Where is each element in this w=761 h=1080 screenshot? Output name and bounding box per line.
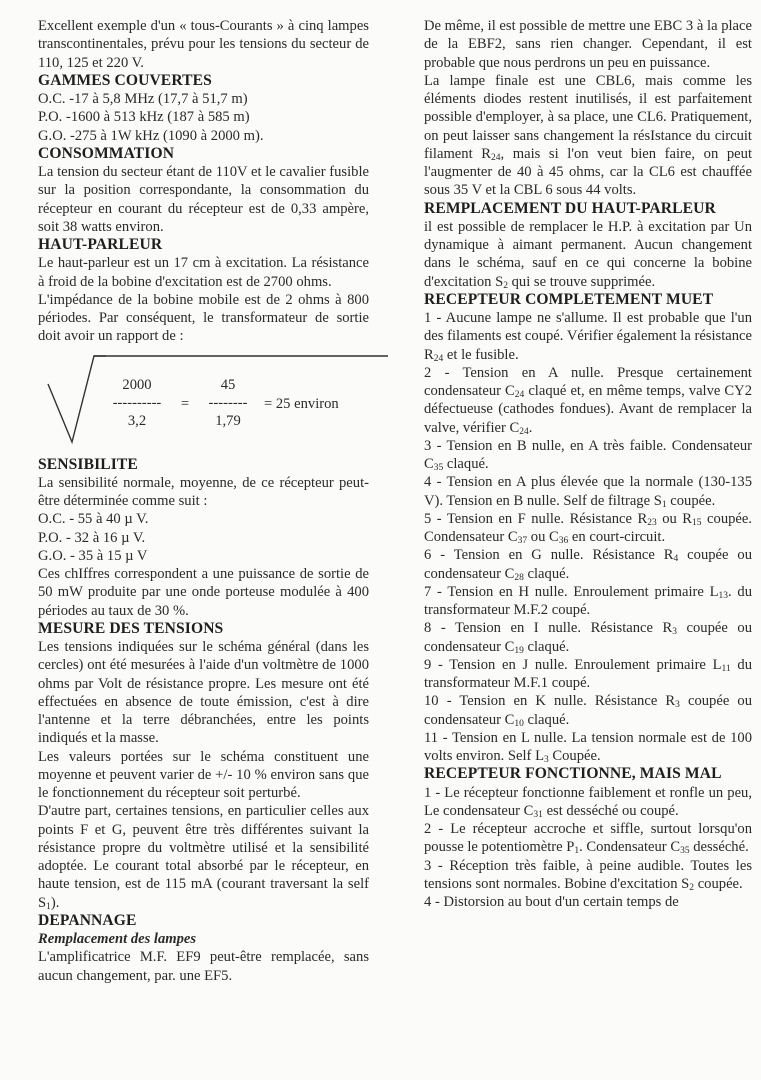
text-run: L'amplificatrice M.F. EF9 peut-être remplacée, sans aucun changement, par. une EF5. <box>38 949 369 984</box>
text-run: claqué. <box>523 638 570 655</box>
text-run: . <box>528 419 533 436</box>
subscript: 36 <box>558 536 569 546</box>
text-run: MESURE DES TENSIONS <box>38 619 224 637</box>
section-heading <box>38 456 369 474</box>
text-run: du transformateur M.F.1 coupé. <box>424 656 752 691</box>
section-heading <box>38 620 369 638</box>
denominator-1: 3,2 <box>127 412 147 429</box>
subscript: 24 <box>519 426 529 437</box>
paragraph <box>38 474 369 511</box>
subsection-heading <box>38 930 369 948</box>
paragraph <box>38 291 369 346</box>
paragraph <box>38 17 369 72</box>
text-run: coupée. <box>666 492 716 509</box>
text-run: HAUT-PARLEUR <box>38 236 163 253</box>
section-heading <box>38 72 369 90</box>
text-run: claqué. <box>443 456 489 472</box>
paragraph <box>424 364 752 437</box>
section-heading <box>38 912 369 930</box>
subscript: 37 <box>517 536 528 546</box>
text-run: coupée. <box>694 875 743 892</box>
subscript: 35 <box>433 463 444 473</box>
paragraph <box>424 820 752 857</box>
text-run: 7 - Tension en H nulle. Enroulement primaire L <box>424 583 719 600</box>
text-run: O.C. -17 à 5,8 MHz (17,7 à 51,7 m) <box>38 91 248 107</box>
text-run: 1 - Aucune lampe ne s'allume. Il est probable que l'un des filaments est coupé. Vérifier également la résistance R <box>424 310 752 363</box>
formula-result: = 25 environ <box>264 395 339 412</box>
text-run: 10 - Tension en K nulle. Résistance R <box>424 693 676 710</box>
paragraph <box>424 692 752 729</box>
text-run: ou R <box>656 510 693 527</box>
subscript: 24 <box>490 152 501 163</box>
subscript: 15 <box>692 517 702 528</box>
text-run: 2 - Le récepteur accroche et siffle, surtout lorsqu'on pousse le potentiomètre P <box>424 821 752 856</box>
text-run: en court-circuit. <box>568 529 666 545</box>
text-line <box>38 108 369 126</box>
subscript: 4 <box>673 554 679 565</box>
paragraph <box>424 583 752 620</box>
subscript: 1 <box>574 846 580 857</box>
denominator-2: 1,79 <box>215 412 241 429</box>
text-run: coupée ou condensateur C <box>424 693 752 728</box>
paragraph <box>424 619 752 656</box>
section-heading <box>424 200 752 218</box>
fraction-bar-2: -------- <box>208 394 248 411</box>
paragraph <box>424 72 752 200</box>
paragraph <box>38 948 369 985</box>
text-run: P.O. -1600 à 513 kHz (187 à 585 m) <box>38 109 250 126</box>
paragraph <box>424 656 752 693</box>
text-run: Le haut-parleur est un 17 cm à excitation. La résistance à froid de la bobine d'excitation est de 2700 ohms. <box>38 255 369 290</box>
text-run: L'impédance de la bobine mobile est de 2 ohms à 800 périodes. Par conséquent, le transformateur de sortie doit avoir un rapport de : <box>38 291 369 345</box>
paragraph <box>38 638 369 748</box>
text-line <box>38 127 369 145</box>
transformer-ratio-formula <box>38 350 369 450</box>
paragraph <box>424 784 752 821</box>
text-run: et le fusible. <box>443 346 519 363</box>
text-run: 1 - Le récepteur fonctionne faiblement et ronfle un peu, Le condensateur C <box>424 784 752 819</box>
text-line <box>38 90 369 108</box>
text-run: La sensibilité normale, moyenne, de ce récepteur peut-être déterminée comme suit : <box>38 474 369 509</box>
subscript: 24 <box>514 390 525 400</box>
text-run: GAMMES COUVERTES <box>38 71 212 89</box>
text-run: coupée ou condensateur C <box>424 547 752 582</box>
text-run: 2 - Tension en A nulle. Presque certainement condensateur C <box>424 364 752 399</box>
subscript: 10 <box>514 718 524 729</box>
text-run: 9 - Tension en J nulle. Enroulement primaire L <box>424 656 722 673</box>
text-run: CONSOMMATION <box>38 144 175 162</box>
paragraph <box>38 748 369 803</box>
radical-bar <box>94 351 424 361</box>
text-run: Excellent exemple d'un « tous-Courants » à cinq lampes transcontinentales, prévu pour les tensions du secteur de 110, 125 et 220 V. <box>38 18 369 71</box>
paragraph <box>424 893 752 911</box>
text-run: O.C. - 55 à 40 µ V. <box>38 511 149 528</box>
subscript: 13 <box>718 590 729 601</box>
text-run: coupée ou condensateur C <box>424 620 752 655</box>
paragraph <box>38 254 369 291</box>
paragraph <box>424 218 752 291</box>
paragraph <box>424 546 752 583</box>
paragraph <box>38 802 369 912</box>
section-heading <box>38 236 369 254</box>
subscript: 28 <box>514 572 524 583</box>
subscript: 1 <box>46 901 51 912</box>
subscript: 11 <box>721 663 731 674</box>
text-run: qui se trouve supprimée. <box>507 273 656 290</box>
section-heading <box>38 145 369 163</box>
subscript: 31 <box>533 809 543 820</box>
text-run: 3 - Tension en B nulle, en A très faible. Condensateur C <box>424 437 752 472</box>
text-line <box>38 510 369 528</box>
text-run: De même, il est possible de mettre une EBC 3 à la place de la EBF2, sans rien changer. Cependant, il est probable que nous perdrons un peu en puissance. <box>424 18 752 71</box>
text-run: . du transformateur M.F.2 coupé. <box>424 583 752 618</box>
paragraph <box>424 473 752 510</box>
square-root-icon <box>46 350 106 450</box>
paragraph <box>424 17 752 72</box>
text-run: Les valeurs portées sur le schéma constituent une moyenne et peuvent varier de +/- 10 % environ sans que le fonctionnement du récepteur soit perturbé. <box>38 748 369 801</box>
subscript: 1 <box>661 499 667 510</box>
numerator-1: 2000 <box>122 376 152 393</box>
fraction-bar-1: ---------- <box>112 394 162 411</box>
subscript: 3 <box>543 755 549 765</box>
paragraph <box>424 510 752 547</box>
left-column <box>38 17 369 985</box>
text-run: desséché. <box>689 839 749 856</box>
text-line <box>38 529 369 547</box>
text-run: claqué et, en même temps, valve CY2 défectueuse (cathodes fondues). Avant de remplacer la valve, vérifier C <box>424 383 752 436</box>
text-run: RECEPTEUR COMPLETEMENT MUET <box>424 290 714 308</box>
text-run: il est possible de remplacer le H.P. à excitation par Un dynamique à aimant permanent. Aucun changement dans le schéma, sauf en ce qui concerne la bobine d'excitation S <box>424 218 752 290</box>
text-line <box>38 547 369 565</box>
text-run: G.O. - 35 à 15 µ V <box>38 547 148 564</box>
text-run: 3 - Réception très faible, à peine audible. Toutes les tensions sont normales. Bobine d'excitation S <box>424 857 752 892</box>
paragraph <box>38 565 369 620</box>
text-run: claqué. <box>523 565 570 582</box>
subscript: 2 <box>503 280 508 291</box>
text-run: La tension du secteur étant de 110V et le cavalier fusible sur la position correspondante, la consommation du récepteur en courant du récepteur est de 0,33 ampère, soit 38 watts environ. <box>38 164 369 235</box>
equals-sign: = <box>180 395 190 412</box>
text-run: Coupée. <box>548 748 601 764</box>
text-run: P.O. - 32 à 16 µ V. <box>38 529 146 546</box>
text-run: REMPLACEMENT DU HAUT-PARLEUR <box>424 199 716 217</box>
text-run: RECEPTEUR FONCTIONNE, MAIS MAL <box>424 765 722 783</box>
paragraph <box>424 857 752 894</box>
subscript: 19 <box>514 645 524 656</box>
subscript: 24 <box>433 353 444 364</box>
right-column <box>424 17 752 911</box>
text-run: 8 - Tension en I nulle. Résistance R <box>424 620 673 637</box>
text-run: Ces chIffres correspondent a une puissance de sortie de 50 mW produite par une onde porteuse modulée à 400 périodes au taux de 30 %. <box>38 566 369 619</box>
text-run: claqué. <box>523 711 570 728</box>
paragraph <box>424 309 752 364</box>
text-run: est desséché ou coupé. <box>542 802 679 819</box>
section-heading <box>424 291 752 309</box>
text-run: ). <box>50 894 60 911</box>
subscript: 3 <box>675 700 680 711</box>
text-run: 4 - Tension en A plus élevée que la normale (130-135 V). Tension en B nulle. Self de filtrage S <box>424 474 752 509</box>
text-run: Les tensions indiquées sur le schéma général (dans les cercles) ont été mesurées à l'aide d'un voltmètre de 1000 ohms par Volt de résistance propre. Les mesure ont été effectuées en absence de toute émission, c'est à dire l'antenne et la terre débranchées, entre les points indiqués et la masse. <box>38 639 369 747</box>
text-run: . Condensateur C <box>579 839 681 856</box>
text-run: D'autre part, certaines tensions, en particulier celles aux points F et G, peuvent être très différentes suivant la résistance propre du voltmètre utilisé et la sensibilité adoptée. Le courant total absorbé par le récepteur, en haute tension, est de 115 mA (courant traversant la self S <box>38 803 369 911</box>
numerator-2: 45 <box>220 376 236 393</box>
text-run: 6 - Tension en G nulle. Résistance R <box>424 547 674 564</box>
subscript: 2 <box>689 882 695 893</box>
text-run: 4 - Distorsion au bout d'un certain temps de <box>424 894 679 910</box>
text-run: DEPANNAGE <box>38 911 137 929</box>
section-heading <box>424 765 752 783</box>
subscript: 3 <box>672 627 677 638</box>
text-run: SENSIBILITE <box>38 455 138 473</box>
text-run: coupée. Condensateur C <box>424 510 753 545</box>
text-run: 11 - Tension en L nulle. La tension normale est de 100 volts environ. Self L <box>424 729 752 764</box>
text-run: 5 - Tension en F nulle. Résistance R <box>424 510 648 527</box>
subscript: 35 <box>680 846 690 857</box>
text-run: G.O. -275 à 1W kHz (1090 à 2000 m). <box>38 127 264 144</box>
text-run: ou C <box>527 529 559 545</box>
text-run: , mais si l'on veut bien faire, on peut l'augmenter de 40 à 45 ohms, car la CL6 est chauffée sous 35 V et la CBL 6 sous 44 volts. <box>424 145 752 199</box>
text-run: Remplacement des lampes <box>38 931 197 947</box>
paragraph <box>424 437 752 474</box>
paragraph <box>38 163 369 236</box>
paragraph <box>424 729 752 766</box>
subscript: 23 <box>647 517 657 528</box>
text-run: La lampe finale est une CBL6, mais comme les éléments diodes restent inutilisés, il est parfaitement possible d'employer, à sa place, une CL6. Pratiquement, on peut laisser sans changement la résIstance du circuit filament R <box>424 72 752 162</box>
